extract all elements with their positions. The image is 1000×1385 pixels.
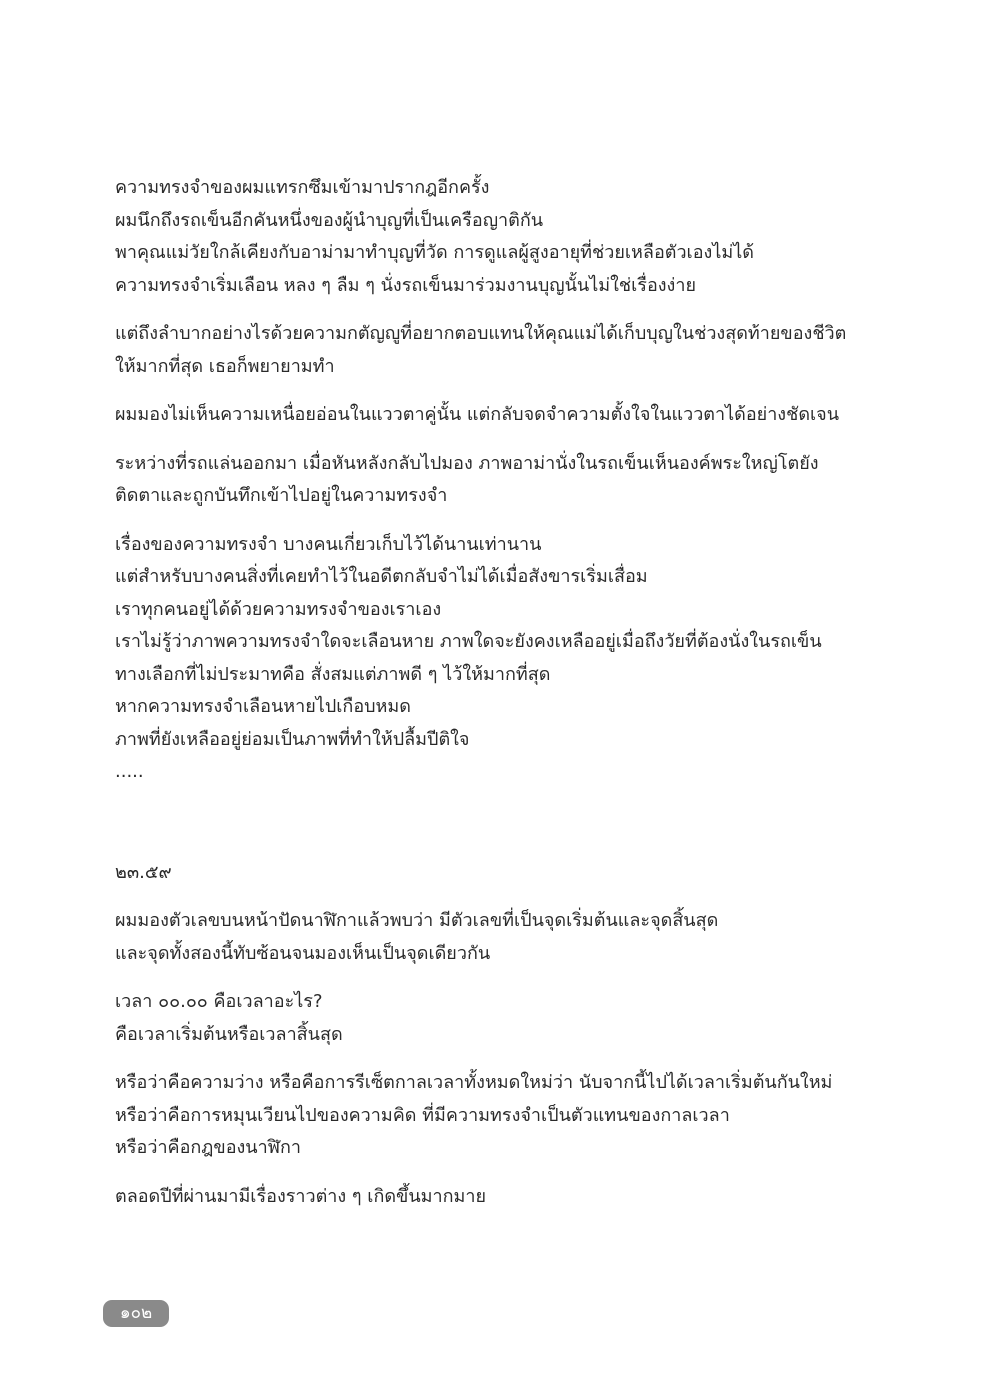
text-line: เวลา ๐๐.๐๐ คือเวลาอะไร? bbox=[115, 991, 323, 1012]
paragraph bbox=[115, 1181, 935, 1214]
text-line: ทางเลือกที่ไม่ประมาทคือ สั่งสมแต่ภาพดี ๆ ไว้ให้มากที่สุด bbox=[115, 663, 551, 685]
paragraph bbox=[115, 986, 935, 1051]
text-line: หรือว่าคือการหมุนเวียนไปของความคิด ที่มีความทรงจำเป็นตัวแทนของกาลเวลา bbox=[115, 1104, 730, 1126]
text-line: ระหว่างที่รถแล่นออกมา เมื่อหันหลังกลับไปมอง ภาพอาม่านั่งในรถเข็นเห็นองค์พระใหญ่โตยัง bbox=[115, 452, 819, 474]
paragraph bbox=[115, 318, 935, 383]
paragraph bbox=[115, 448, 935, 513]
text-line: ให้มากที่สุด เธอก็พยายามทำ bbox=[115, 355, 335, 377]
section-memory bbox=[115, 172, 935, 789]
page-number-badge: ๑๐๒ bbox=[103, 1300, 169, 1327]
ellipsis-line: ..... bbox=[115, 761, 144, 782]
text-line: แต่สำหรับบางคนสิ่งที่เคยทำไว้ในอดีตกลับจำไม่ได้เมื่อสังขารเริ่มเสื่อม bbox=[115, 566, 648, 587]
text-line: พาคุณแม่วัยใกล้เคียงกับอาม่ามาทำบุญที่วัด การดูแลผู้สูงอายุที่ช่วยเหลือตัวเองไม่ได้ bbox=[115, 242, 754, 263]
paragraph bbox=[115, 529, 935, 789]
text-line: ความทรงจำเริ่มเลือน หลง ๆ ลืม ๆ นั่งรถเข็นมาร่วมงานบุญนั้นไม่ใช่เรื่องง่าย bbox=[115, 274, 697, 296]
text-line: ผมนึกถึงรถเข็นอีกคันหนึ่งของผู้นำบุญที่เป็นเครือญาติกัน bbox=[115, 209, 544, 231]
text-line: เราทุกคนอยู่ได้ด้วยความทรงจำของเราเอง bbox=[115, 598, 442, 620]
text-line: หากความทรงจำเลือนหายไปเกือบหมด bbox=[115, 696, 411, 717]
page-content bbox=[115, 172, 935, 1229]
text-line: ตลอดปีที่ผ่านมามีเรื่องราวต่าง ๆ เกิดขึ้นมากมาย bbox=[115, 1185, 487, 1207]
text-line: หรือว่าคือความว่าง หรือคือการรีเซ็ตกาลเวลาทั้งหมดใหม่ว่า นับจากนี้ไปได้เวลาเริ่มต้นกันใหม่ bbox=[115, 1072, 833, 1093]
text-line: ภาพที่ยังเหลืออยู่ย่อมเป็นภาพที่ทำให้ปลื้มปีติใจ bbox=[115, 728, 470, 750]
section-gap bbox=[115, 805, 935, 857]
text-line: และจุดทั้งสองนี้ทับซ้อนจนมองเห็นเป็นจุดเดียวกัน bbox=[115, 942, 491, 964]
text-line: ความทรงจำของผมแทรกซึมเข้ามาปรากฎอีกครั้ง bbox=[115, 177, 490, 198]
paragraph bbox=[115, 399, 935, 432]
text-line: เราไม่รู้ว่าภาพความทรงจำใดจะเลือนหาย ภาพใดจะยังคงเหลืออยู่เมื่อถึงวัยที่ต้องนั่งในรถเข็น bbox=[115, 631, 822, 652]
text-line: คือเวลาเริ่มต้นหรือเวลาสิ้นสุด bbox=[115, 1023, 343, 1045]
text-line: หรือว่าคือกฎของนาฬิกา bbox=[115, 1137, 302, 1158]
paragraph bbox=[115, 1067, 935, 1165]
paragraph bbox=[115, 905, 935, 970]
text-line: เรื่องของความทรงจำ บางคนเกี่ยวเก็บไว้ได้นานเท่านาน bbox=[115, 533, 542, 555]
text-line: ติดตาและถูกบันทึกเข้าไปอยู่ในความทรงจำ bbox=[115, 485, 448, 506]
text-line: แต่ถึงลำบากอย่างไรด้วยความกตัญญูที่อยากตอบแทนให้คุณแม่ได้เก็บบุญในช่วงสุดท้ายของชีวิต bbox=[115, 323, 847, 344]
section-clock bbox=[115, 857, 935, 1214]
paragraph bbox=[115, 172, 935, 302]
text-line: ผมมองไม่เห็นความเหนื่อยอ่อนในแววตาคู่นั้น แต่กลับจดจำความตั้งใจในแววตาได้อย่างชัดเจน bbox=[115, 404, 840, 425]
text-line: ผมมองตัวเลขบนหน้าปัดนาฬิกาแล้วพบว่า มีตัวเลขที่เป็นจุดเริ่มต้นและจุดสิ้นสุด bbox=[115, 910, 719, 931]
time-heading: ๒๓.๕๙ bbox=[115, 861, 172, 883]
